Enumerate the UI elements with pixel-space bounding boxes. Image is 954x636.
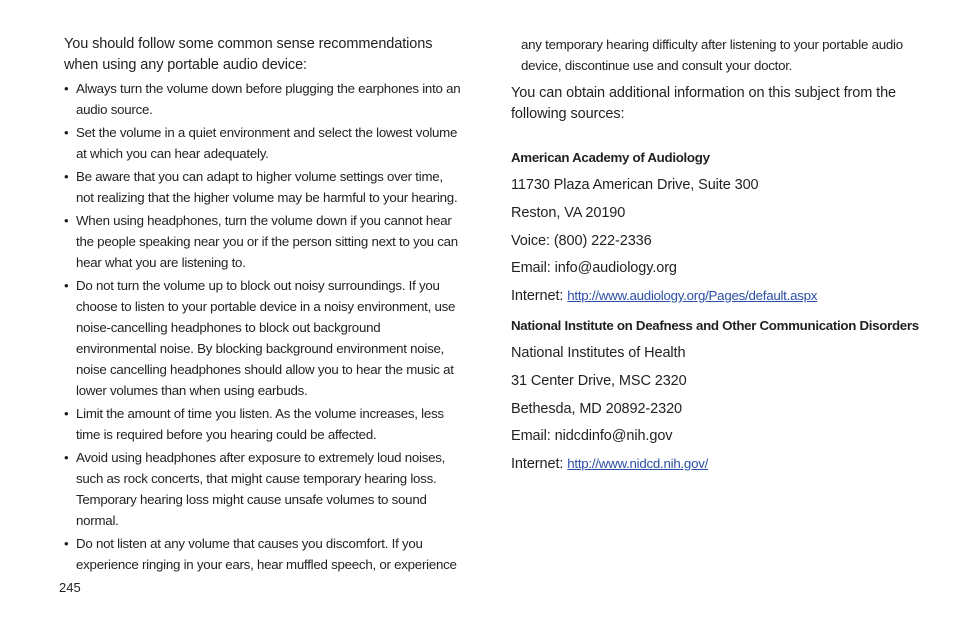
aaa-website-link[interactable]: http://www.audiology.org/Pages/default.aspx [567, 288, 818, 303]
list-item: • Do not listen at any volume that causes you discomfort. If you experience ringing in your ears, hear muffled speech, or experience [64, 533, 464, 575]
list-item: • Limit the amount of time you listen. As the volume increases, less time is required before you hearing could be affected. [64, 403, 464, 445]
aaa-email: Email: info@audiology.org [511, 260, 677, 276]
sources-intro: You can obtain additional information on this subject from the following sources: [511, 85, 897, 122]
intro-paragraph: You should follow some common sense recommendations when using any portable audio device: [64, 36, 433, 73]
org-heading-nidcd: National Institute on Deafness and Other Communication Disorders [511, 318, 919, 333]
aaa-address-line2: Reston, VA 20190 [511, 205, 626, 221]
aaa-address-line1: 11730 Plaza American Drive, Suite 300 [511, 177, 759, 193]
nidcd-address-line2: Bethesda, MD 20892-2320 [511, 401, 683, 417]
list-item: • Set the volume in a quiet environment and select the lowest volume at which you can hear adequately. [64, 122, 464, 164]
aaa-voice: Voice: (800) 222-2336 [511, 233, 652, 249]
page-number: 245 [59, 580, 81, 595]
nidcd-email: Email: nidcdinfo@nih.gov [511, 428, 673, 444]
recommendations-list [64, 78, 464, 577]
list-item: • Be aware that you can adapt to higher volume settings over time, not realizing that the higher volume may be harmful to your hearing. [64, 166, 464, 208]
internet-label: Internet: [511, 456, 568, 472]
nidcd-line1: National Institutes of Health [511, 345, 686, 361]
list-item: • When using headphones, turn the volume down if you cannot hear the people speaking near you or if the person sitting next to you can hear what you are listening to. [64, 210, 464, 273]
list-item: • Do not turn the volume up to block out noisy surroundings. If you choose to listen to your portable device in a noisy environment, use noise-cancelling headphones to block out background environmental noise. By blocking background environment noise, noise cancelling headphones should allow you to hear the music at lower volumes than when using earbuds. [64, 275, 464, 401]
list-item: • Avoid using headphones after exposure to extremely loud noises, such as rock concerts, that might cause temporary hearing loss. Temporary hearing loss might cause unsafe volumes to sound normal. [64, 447, 464, 531]
continued-bullet-text: any temporary hearing difficulty after listening to your portable audio device, discontinue use and consult your doctor. [521, 37, 903, 73]
list-item: • Always turn the volume down before plugging the earphones into an audio source. [64, 78, 464, 120]
aaa-internet [511, 286, 817, 306]
nidcd-internet [511, 454, 708, 474]
nidcd-website-link[interactable]: http://www.nidcd.nih.gov/ [567, 456, 709, 471]
nidcd-address-line1: 31 Center Drive, MSC 2320 [511, 373, 687, 389]
org-heading-aaa: American Academy of Audiology [511, 150, 710, 165]
internet-label: Internet: [511, 288, 568, 304]
